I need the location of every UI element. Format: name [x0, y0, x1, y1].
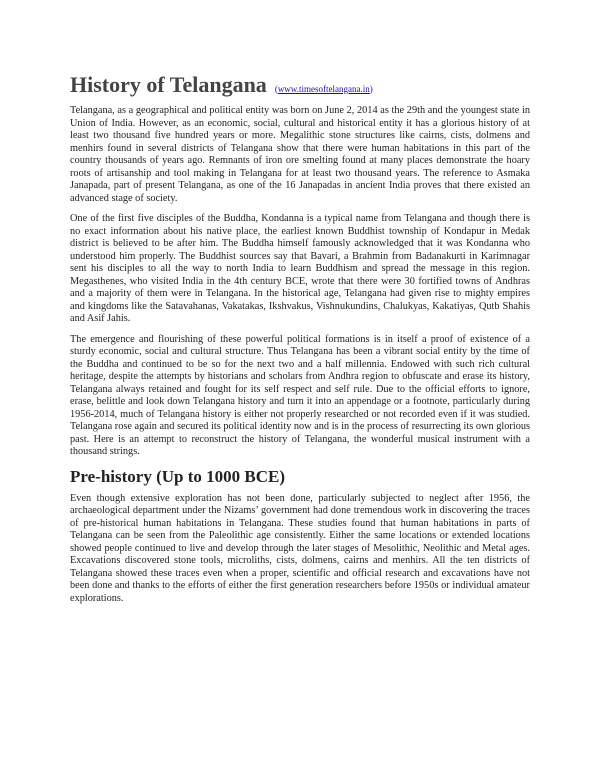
- political-formations-paragraph: The emergence and flourishing of these powerful political formations is in itself a proof of existence of a sturdy economic, social and cultural structure. Thus Telangana has been a vibrant social entity by the time of the Buddha and continued to be so for the next two and a half millennia. Endowed with such rich cultural heritage, despite the attempts by historians and scholars from Andhra region to obfuscate and erase its history, Telangana always retained and fought for its self respect and self rule. Due to the official efforts to ignore, erase, belittle and look down Telangana history and turn it into an appendage or a footnote, particularly during 1956-2014, much of Telangana history is either not properly researched or not recorded even if it was studied. Telangana rose again and secured its political identity now and is in the process of resurrecting its own glorious past. Here is an attempt to reconstruct the history of Telangana, the wonderful musical instrument with a thousand strings.: [70, 333, 530, 457]
- source-link-close-paren: ): [369, 84, 373, 94]
- prehistory-paragraph: Even though extensive exploration has not been done, particularly subjected to neglect after 1956, the archaeological department under the Nizams’ government had done tremendous work in discovering the traces of pre-historical human habitations in Telangana. These studies found that human habitations in parts of Telangana can be seen from the Paleolithic age consistently. Either the same locations or extended locations showed people continued to live and develop through the later stages of Mesolithic, Neolithic and Metal ages. Excavations discovered stone tools, microliths, cists, dolmens, cairns and menhirs. All the ten districts of Telangana showed these traces even when a proper, scientific and official research and excavations have not been done and thanks to the efforts of either the first generation researchers before 1950s or individual amateur explorations.: [70, 492, 530, 604]
- intro-paragraph: Telangana, as a geographical and political entity was born on June 2, 2014 as the 29th and the youngest state in Union of India. However, as an economic, social, cultural and historical entity it has a glorious history of at least two thousand five hundred years or more. Megalithic stone structures like cairns, cists, dolmens and menhirs found in several districts of Telangana show that there were human habitations in this part of the country thousands of years ago. Remnants of iron ore smelting found at many places demonstrate the hoary roots of artisanship and tool making in Telangana for at least two thousand years. The reference to Asmaka Janapada, part of present Telangana, as one of the 16 Janapadas in ancient India proves that there existed an advanced stage of society.: [70, 105, 530, 204]
- source-link-wrapper: [275, 84, 373, 94]
- source-link-open-paren: (: [274, 84, 278, 94]
- page-title: History of Telangana: [70, 72, 267, 97]
- section-heading-prehistory: Pre-history (Up to 1000 BCE): [70, 466, 285, 486]
- source-link[interactable]: www.timesoftelangana.in: [277, 84, 370, 94]
- title-row: [70, 72, 530, 102]
- buddhist-history-paragraph: One of the first five disciples of the Buddha, Kondanna is a typical name from Telangana and though there is no exact information about his native place, the earliest known Buddhist township of Kondapur in Medak district is believed to be after him. The Buddha himself famously acknowledged that it was Kondanna who understood him properly. The Buddhist sources say that Bavari, a Brahmin from Badanakurti in Karimnagar sent his disciples to all the way to north India to learn Buddhism and spread the message in this region. Megasthenes, who visited India in the 4th century BCE, wrote that there were 30 fortified towns of Andhras and a majority of them were in Telangana. In the historical age, Telangana had given rise to mighty empires and kingdoms like the Satavahanas, Vakatakas, Ikshvakus, Vishnukundins, Chalukyas, Kakatiyas, Qutb Shahis and Asif Jahis.: [70, 213, 530, 324]
